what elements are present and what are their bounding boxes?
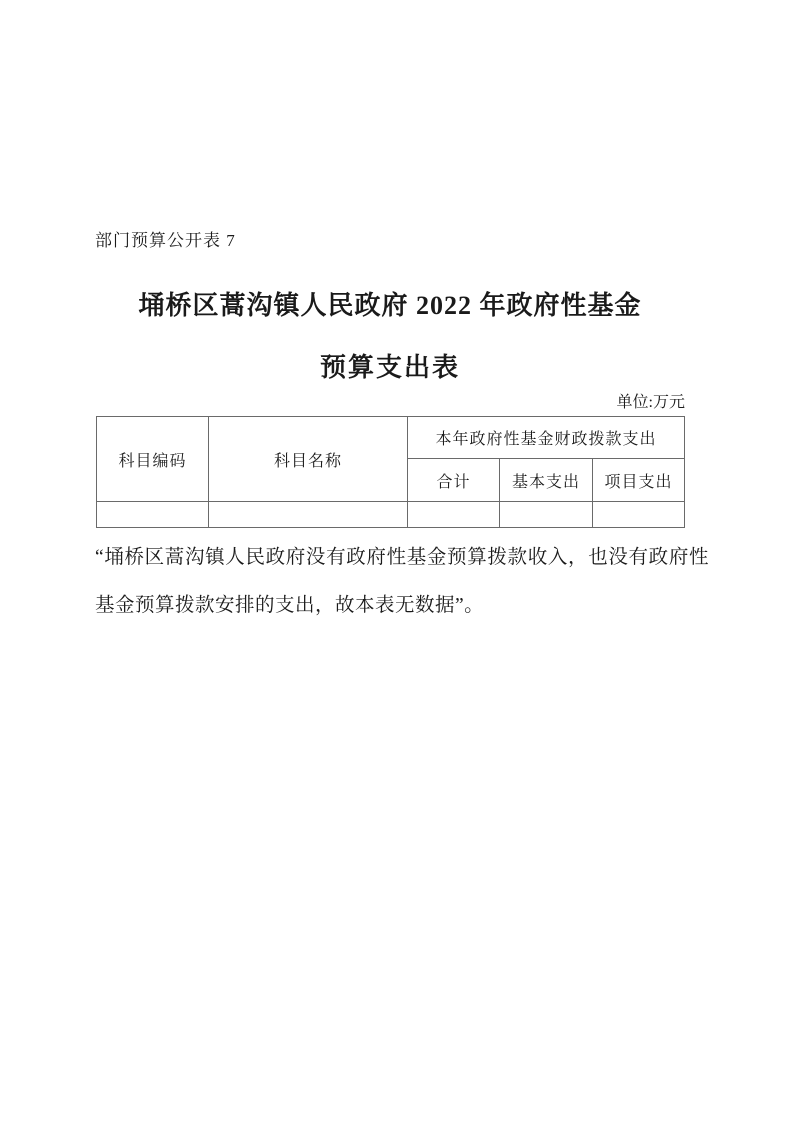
- cell-project-expenditure: [593, 502, 685, 528]
- col-header-total: 合计: [408, 459, 500, 502]
- doc-label: 部门预算公开表 7: [95, 231, 236, 250]
- table-row: [97, 502, 685, 528]
- page-title-line-1: 埇桥区蒿沟镇人民政府 2022 年政府性基金: [138, 291, 642, 320]
- cell-total: [408, 502, 500, 528]
- col-header-project-expenditure: 项目支出: [593, 459, 685, 502]
- page-title-line-2: 预算支出表: [319, 353, 460, 382]
- unit-label: 单位:万元: [616, 394, 685, 411]
- cell-subject-code: [97, 502, 209, 528]
- cell-basic-expenditure: [500, 502, 593, 528]
- note-paragraph: “埇桥区蒿沟镇人民政府没有政府性基金预算拨款收入，也没有政府性基金预算拨款安排的支出，故本表无数据”。: [95, 547, 709, 616]
- col-header-fund-group: 本年政府性基金财政拨款支出: [408, 417, 685, 459]
- col-header-subject-code: 科目编码: [97, 417, 209, 502]
- col-header-basic-expenditure: 基本支出: [500, 459, 593, 502]
- table-header-row-top: [97, 417, 685, 459]
- col-header-subject-name: 科目名称: [209, 417, 408, 502]
- cell-subject-name: [209, 502, 408, 528]
- budget-table: [96, 416, 685, 528]
